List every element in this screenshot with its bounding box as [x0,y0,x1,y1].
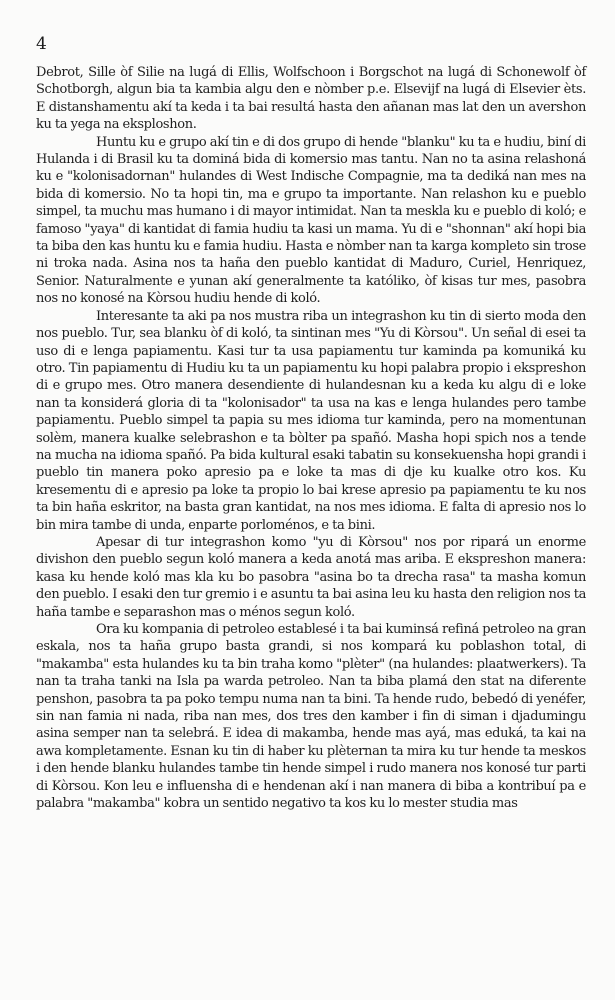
paragraph: Interesante ta aki pa nos mustra riba un integrashon ku tin di sierto moda den nos pueblo. Tur, sea blanku òf di koló, ta sintinan mes "Yu di Kòrsou". Un señal di esei ta uso di e lenga papiamentu. Kasi tur ta usa papiamentu tur kaminda pa komuniká ku otro. Tin papiamentu di Hudiu ku ta un papiamentu ku hopi palabra propio i ekspreshon di e grupo mes. Otro manera desendiente di hulandesnan ku a keda ku algu di e loke nan ta konsiderá gloria di ta "kolonisador" ta usa na kas e lenga hulandes pero tambe papiamentu. Pueblo simpel ta papia su mes idioma tur kaminda, pero na momentunan solèm, manera kualke selebrashon e ta bòlter pa spañó. Masha hopi spich nos a tende na mucha na idioma spañó. Pa bida kultural esaki tabatin su konsekuensha hopi grandi i pueblo tin manera poko apresio pa e loke ta mas di dje ku kualke otro kos. Ku kresementu di e apresio pa loke ta propio lo bai krese apresio pa papiamentu te ku nos ta bin haña eskritor, na basta gran kantidat, na nos mes idioma. E falta di apresio nos lo bin mira tambe di unda, enparte porloménos, e ta bini. [36,308,586,533]
paragraph: Huntu ku e grupo akí tin e di dos grupo di hende "blanku" ku ta e hudiu, biní di Hulanda i di Brasil ku ta dominá bida di komersio mas tantu. Nan no ta asina relashoná ku e "kolonisadornan" hulandes di West Indische Compagnie, ma ta dediká nan mes na bida di komersio. No ta hopi tin, ma e grupo ta importante. Nan relashon ku e pueblo simpel, ta muchu mas humano i di mayor intimidat. Nan ta meskla ku e pueblo di koló; e famoso "yaya" di kantidat di famia hudiu ta kasi un mama. Yu di e "shonnan" akí hopi bia ta biba den kas huntu ku e famia hudiu. Hasta e nòmber nan ta karga kompleto sin trose ni troka nada. Asina nos ta haña den pueblo kantidat di Maduro, Curiel, Henriquez, Senior. Naturalmente e yunan akí generalmente ta katóliko, òf kisas tur mes, pasobra nos no konosé na Kòrsou hudiu hende di koló. [36,134,586,307]
paragraph: Debrot, Sille òf Silie na lugá di Ellis, Wolfschoon i Borgschot na lugá di Schonewolf òf Schotborgh, algun bia ta kambia algu den e nòmber p.e. Elsevijf na lugá di Elsevier èts. E distanshamentu akí ta keda i ta bai resultá hasta den añanan mas lat den un avershon ku ta yega na eksploshon. [36,65,586,133]
paragraph: Apesar di tur integrashon komo "yu di Kòrsou" nos por ripará un enorme divishon den pueblo segun koló manera a keda anotá mas ariba. E ekspreshon manera: kasa ku hende koló mas kla ku bo pasobra "asina bo ta drecha rasa" ta masha komun den pueblo. I esaki den tur gremio i e asuntu ta bai asina leu ku hasta den religion nos ta haña tambe e separashon mas o ménos segun koló. [36,534,586,620]
page-number: 4 [36,34,47,54]
body-text [36,64,586,812]
paragraph: Ora ku kompania di petroleo establesé i ta bai kuminsá refiná petroleo na gran eskala, nos ta haña grupo basta grandi, si nos kompará ku poblashon total, di "makamba" esta hulandes ku ta bin traha komo "plèter" (na hulandes: plaatwerkers). Ta nan ta traha tanki na Isla pa warda petroleo. Nan ta biba plamá den stat na diferente penshon, pasobra ta pa poko tempu numa nan ta bini. Ta hende rudo, bebedó di yenéfer, sin nan famia ni nada, riba nan mes, dos tres den kamber i fin di siman i djadumingu asina semper nan ta selebrá. E idea di makamba, hende mas ayá, mas eduká, ta kai na awa kompletamente. Esnan ku tin di haber ku plèternan ta mira ku tur hende ta meskos i den hende blanku hulandes tambe tin hende simpel i rudo manera nos konosé tur parti di Kòrsou. Kon leu e influensha di e hendenan akí i nan manera di biba a kontribuí pa e palabra "makamba" kobra un sentido negativo ta kos ku lo mester studia mas [36,622,586,812]
